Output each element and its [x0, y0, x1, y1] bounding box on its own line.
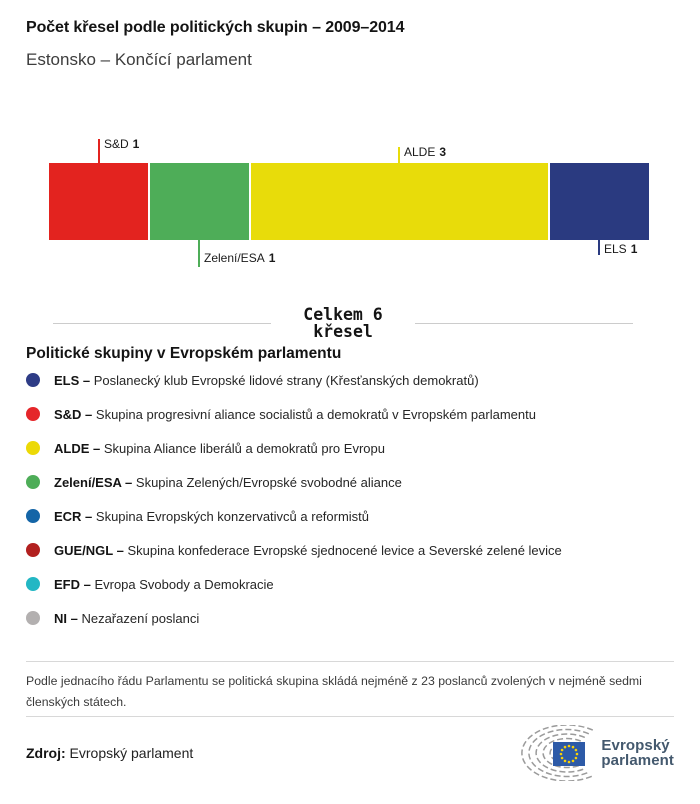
legend-heading: Politické skupiny v Evropském parlamentu	[26, 345, 342, 362]
legend-dot-icon	[26, 475, 40, 489]
legend-dot-icon	[26, 611, 40, 625]
total-line1: Celkem 6	[303, 305, 383, 324]
ep-logo-text-line1: Evropský	[601, 736, 670, 754]
bar-segment-Zelení/ESA	[150, 163, 249, 240]
source-row	[26, 725, 674, 781]
page-title: Počet křesel podle politických skupin – 2009–2014	[26, 19, 405, 36]
legend-item-label: S&D – Skupina progresivní aliance socialistů a demokratů v Evropském parlamentu	[54, 406, 536, 422]
tick-label-S&D: S&D 1	[103, 137, 140, 151]
legend-dot-icon	[26, 577, 40, 591]
tick-label-Zelení/ESA: Zelení/ESA 1	[204, 251, 276, 265]
tick-line-ELS	[598, 240, 600, 255]
source	[26, 745, 193, 761]
legend-dot-icon	[26, 543, 40, 557]
ep-logo-text	[601, 738, 674, 769]
seats-chart	[0, 136, 700, 270]
legend-item-alde	[26, 431, 700, 465]
tick-line-ALDE	[398, 147, 400, 163]
legend-item-label: ELS – Poslanecký klub Evropské lidové strany (Křesťanských demokratů)	[54, 372, 479, 388]
bar-wrap	[49, 136, 649, 270]
ep-hemicycle-flag-icon	[517, 725, 597, 781]
legend-list	[26, 363, 700, 635]
legend-item-sd	[26, 397, 700, 431]
tick-label-ALDE: ALDE 3	[404, 145, 447, 159]
total-divider-left	[53, 323, 271, 324]
infographic-page	[0, 18, 700, 804]
page-subtitle: Estonsko – Končící parlament	[26, 50, 252, 69]
legend-dot-icon	[26, 509, 40, 523]
stacked-bar	[49, 163, 649, 240]
legend-item-els	[26, 363, 700, 397]
legend-dot-icon	[26, 407, 40, 421]
legend-item-zelenesa	[26, 465, 700, 499]
legend-item-label: NI – Nezařazení poslanci	[54, 610, 200, 626]
tick-label-ELS: ELS 1	[604, 242, 638, 256]
footnote: Podle jednacího řádu Parlamentu se politická skupina skládá nejméně z 23 poslanců zvolených v nejméně sedmi členských státech.	[26, 674, 642, 709]
total-divider-right	[415, 323, 633, 324]
source-value: Evropský parlament	[69, 745, 194, 761]
legend-item-label: ECR – Skupina Evropských konzervativců a reformistů	[54, 508, 370, 524]
legend-item-label: Zelení/ESA – Skupina Zelených/Evropské svobodné aliance	[54, 474, 402, 490]
legend-dot-icon	[26, 441, 40, 455]
bar-segment-S&D	[49, 163, 148, 240]
divider-bottom	[26, 716, 674, 717]
ep-logo	[517, 725, 674, 781]
tick-line-Zelení/ESA	[198, 240, 200, 267]
bar-segment-ALDE	[251, 163, 548, 240]
legend-item-label: ALDE – Skupina Aliance liberálů a demokratů pro Evropu	[54, 440, 385, 456]
legend-dot-icon	[26, 373, 40, 387]
tick-line-S&D	[98, 139, 100, 163]
legend-item-label: EFD – Evropa Svobody a Demokracie	[54, 576, 274, 592]
legend-item-ni	[26, 601, 700, 635]
total-line2: křesel	[313, 322, 373, 341]
legend-item-label: GUE/NGL – Skupina konfederace Evropské sjednocené levice a Severské zelené levice	[54, 542, 562, 558]
legend-item-guengl	[26, 533, 700, 567]
bar-segment-ELS	[550, 163, 649, 240]
total-seats-block	[53, 305, 633, 341]
legend-item-efd	[26, 567, 700, 601]
total-seats-label	[271, 306, 414, 340]
legend-item-ecr	[26, 499, 700, 533]
source-label: Zdroj:	[26, 745, 66, 761]
ep-logo-text-line2: parlament	[601, 752, 674, 769]
divider-top	[26, 661, 674, 662]
